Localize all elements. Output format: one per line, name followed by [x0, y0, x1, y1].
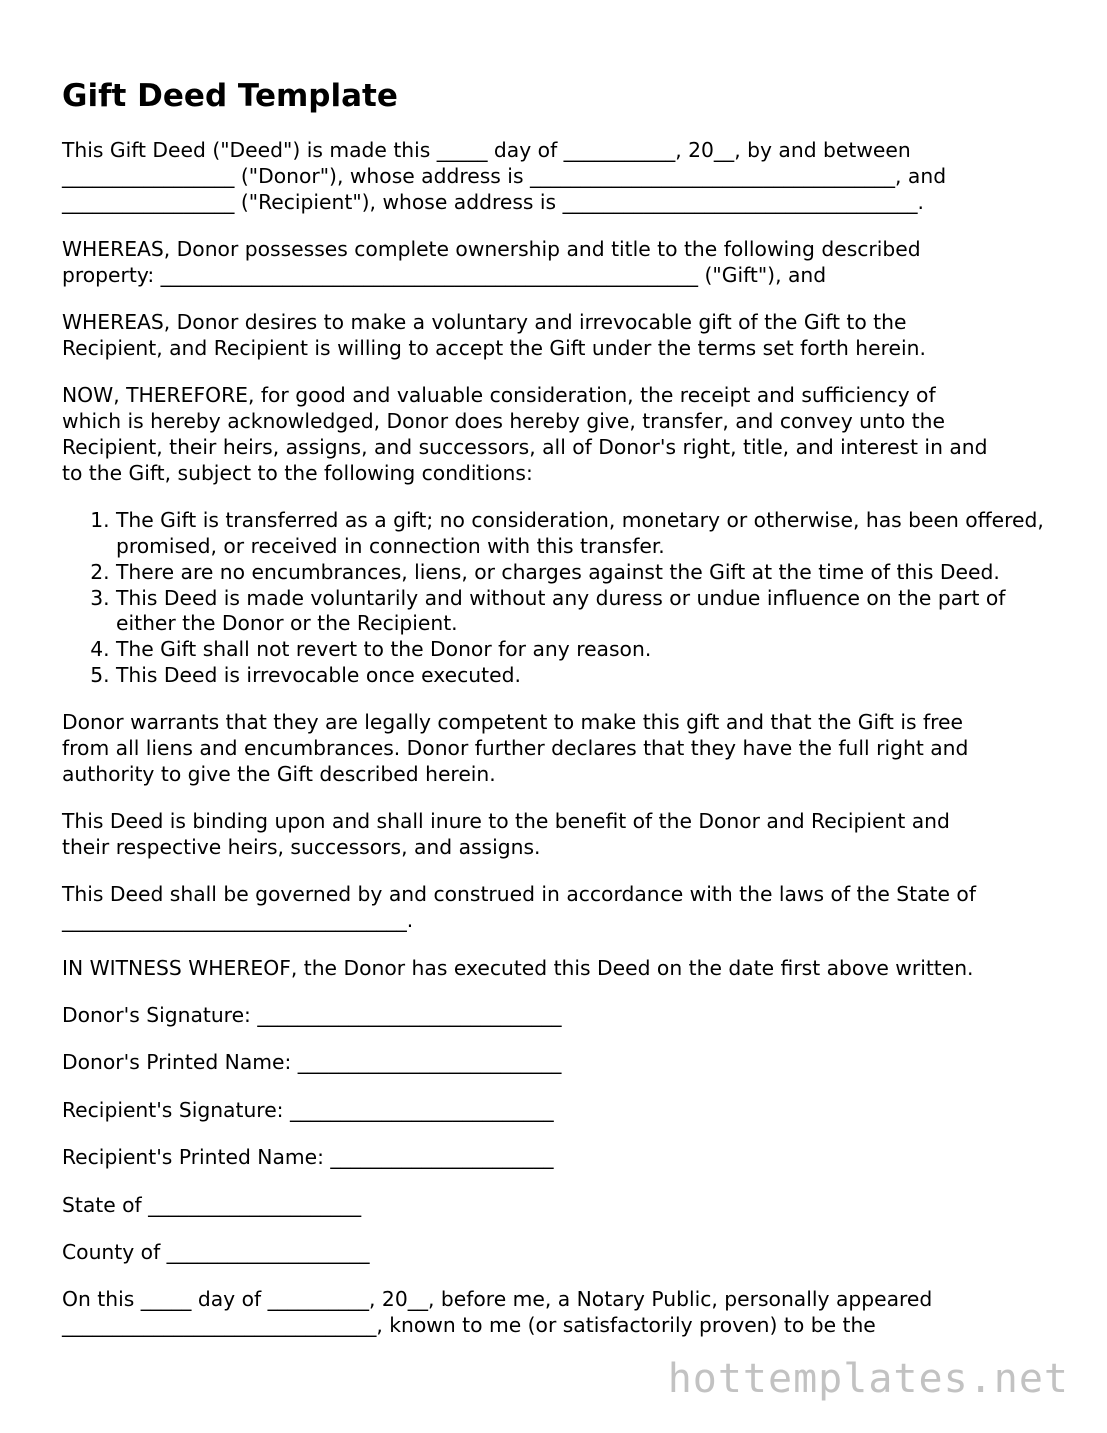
page-title: Gift Deed Template — [62, 78, 398, 114]
county-line: County of ____________________ — [62, 1240, 370, 1265]
list-item: 5. This Deed is irrevocable once executed. — [116, 663, 1047, 689]
conditions-list — [62, 508, 1047, 689]
list-item: 3. This Deed is made voluntarily and without any duress or undue influence on the part of either the Donor or the Recipient. — [116, 586, 1047, 638]
recipient-printed-name-line: Recipient's Printed Name: ______________________ — [62, 1145, 554, 1170]
list-item: 4. The Gift shall not revert to the Donor for any reason. — [116, 637, 1047, 663]
witness-paragraph: IN WITNESS WHEREOF, the Donor has executed this Deed on the date first above written. — [62, 955, 974, 980]
list-item: 1. The Gift is transferred as a gift; no consideration, monetary or otherwise, has been offered, promised, or received in connection with this transfer. — [116, 508, 1047, 560]
now-therefore-paragraph: NOW, THEREFORE, for good and valuable consideration, the receipt and sufficiency of which is hereby acknowledged, Donor does hereby give, transfer, and convey unto the Recipient, their heirs, assigns, and successors, all of Donor's right, title, and interest in and to the Gift, subject to the following conditions: — [62, 383, 988, 485]
binding-paragraph: This Deed is binding upon and shall inure to the benefit of the Donor and Recipient and their respective heirs, successors, and assigns. — [62, 809, 950, 860]
state-line: State of _____________________ — [62, 1192, 362, 1217]
donor-printed-name-line: Donor's Printed Name: __________________________ — [62, 1050, 562, 1075]
list-item: 2. There are no encumbrances, liens, or charges against the Gift at the time of this Deed. — [116, 560, 1047, 586]
intro-paragraph: This Gift Deed ("Deed") is made this _____ day of ___________, 20__, by and between _________________ ("Donor"), whose address is ____________________________________, and _________________ ("Recipient"), whose address is ___________________________________. — [62, 138, 947, 214]
notary-paragraph: On this _____ day of __________, 20__, before me, a Notary Public, personally appeared _______________________________, known to me (or satisfactorily proven) to be the — [62, 1287, 933, 1338]
whereas-intent-paragraph: WHEREAS, Donor desires to make a voluntary and irrevocable gift of the Gift to the Recipient, and Recipient is willing to accept the Gift under the terms set forth herein. — [62, 310, 926, 360]
recipient-signature-line: Recipient's Signature: __________________________ — [62, 1097, 554, 1122]
donor-signature-line: Donor's Signature: ______________________________ — [62, 1003, 562, 1028]
governing-law-paragraph: This Deed shall be governed by and construed in accordance with the laws of the State of __________________________________. — [62, 882, 976, 933]
document-page — [62, 76, 1047, 1361]
warranty-paragraph: Donor warrants that they are legally competent to make this gift and that the Gift is free from all liens and encumbrances. Donor further declares that they have the full right and authority to give the Gift described herein. — [62, 710, 969, 786]
watermark: hottemplates.net — [667, 1356, 1069, 1402]
whereas-property-paragraph: WHEREAS, Donor possesses complete ownership and title to the following described property: _____________________________________________________ ("Gift"), and — [62, 236, 921, 287]
